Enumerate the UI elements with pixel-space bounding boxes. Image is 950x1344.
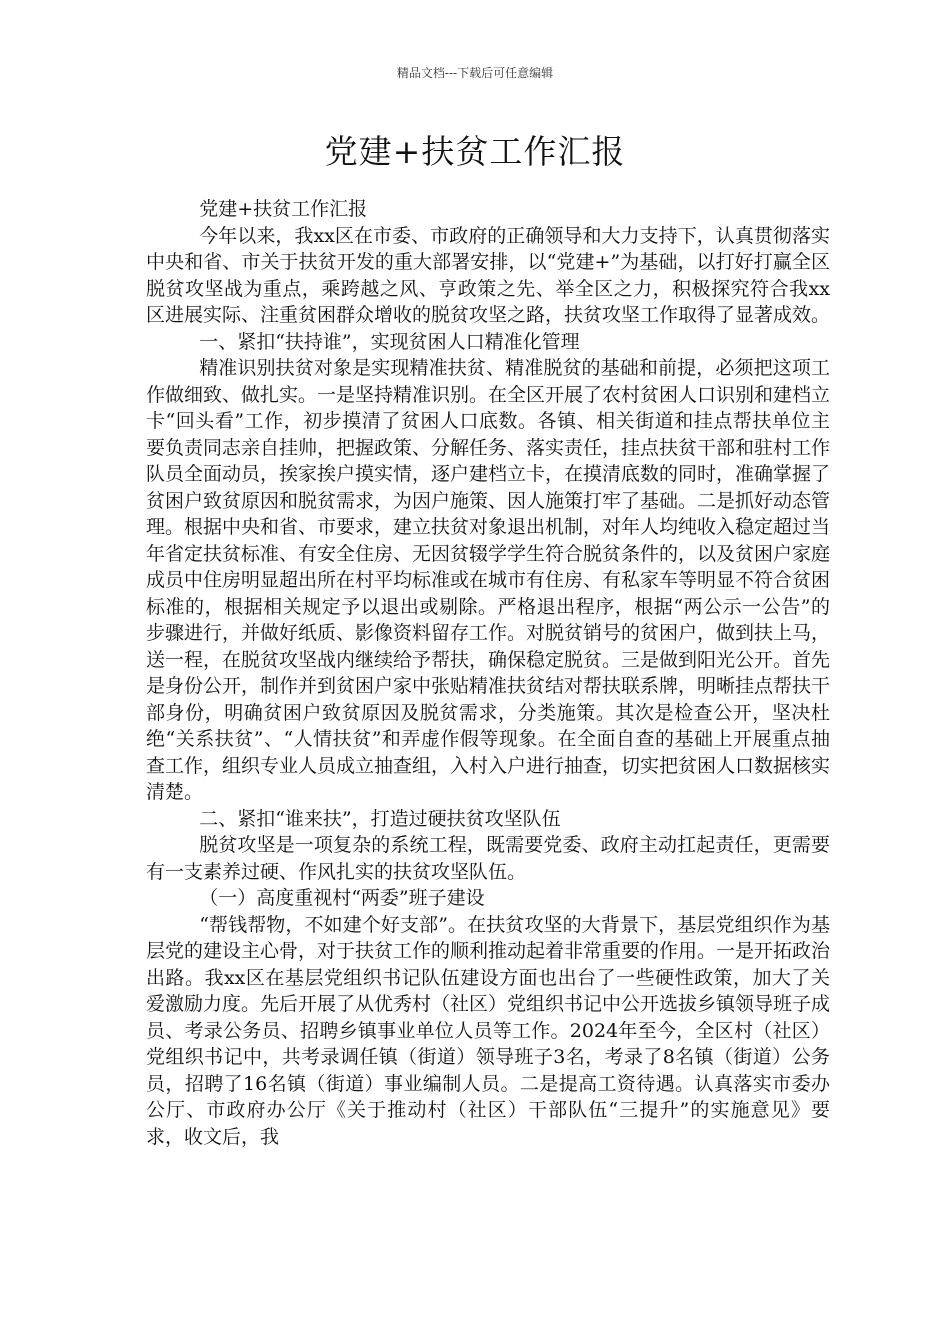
section-2-paragraph: 脱贫攻坚是一项复杂的系统工程，既需要党委、政府主动扛起责任，更需要有一支素养过硬、作风扎实的扶贫攻坚队伍。 [146, 834, 830, 883]
document-body [146, 196, 830, 1150]
subtitle-paragraph: 党建+扶贫工作汇报 [199, 198, 368, 220]
section-heading-1: 一、紧扣“扶持谁”，实现贫困人口精准化管理 [199, 330, 580, 353]
subsection-heading-1: （一）高度重视村“两委”班子建设 [199, 887, 485, 909]
section-heading-2: 二、紧扣“谁来扶”，打造过硬扶贫攻坚队伍 [199, 807, 561, 830]
intro-paragraph: 今年以来，我xx区在市委、市政府的正确领导和大力支持下，认真贯彻落实中央和省、市关于扶贫开发的重大部署安排，以“党建+”为基础，以打好打赢全区脱贫攻坚战为重点，乘跨越之风、亨政策之先、举全区之力，积极探究符合我xx区进展实际、注重贫困群众增收的脱贫攻坚之路，扶贫攻坚工作取得了显著成效。 [146, 224, 831, 326]
header-note: 精品文档---下载后可任意编辑 [396, 66, 554, 80]
document-title: 党建+扶贫工作汇报 [324, 132, 626, 171]
section-1-paragraph: 精准识别扶贫对象是实现精准扶贫、精准脱贫的基础和前提，必须把这项工作做细致、做扎实。一是坚持精准识别。在全区开展了农村贫困人口识别和建档立卡“回头看”工作，初步摸清了贫困人口底数。各镇、相关街道和挂点帮扶单位主要负责同志亲自挂帅，把握政策、分解任务、落实责任，挂点扶贫干部和驻村工作队员全面动员，挨家挨户摸实情，逐户建档立卡，在摸清底数的同时，准确掌握了贫困户致贫原因和脱贫需求，为因户施策、因人施策打牢了基础。二是抓好动态管理。根据中央和省、市要求，建立扶贫对象退出机制，对年人均纯收入稳定超过当年省定扶贫标准、有安全住房、无因贫辍学学生符合脱贫条件的，以及贫困户家庭成员中住房明显超出所在村平均标准或在城市有住房、有私家车等明显不符合贫困标准的，根据相关规定予以退出或剔除。严格退出程序，根据“两公示一公告”的步骤进行，并做好纸质、影像资料留存工作。对脱贫销号的贫困户，做到扶上马，送一程，在脱贫攻坚战内继续给予帮扶，确保稳定脱贫。三是做到阳光公开。首先是身份公开，制作并到贫困户家中张贴精准扶贫结对帮扶联系牌，明晰挂点帮扶干部身份，明确贫困户致贫原因及脱贫需求，分类施策。其次是检查公开，坚决杜绝“关系扶贫”、“人情扶贫”和弄虚作假等现象。在全面自查的基础上开展重点抽查工作，组织专业人员成立抽查组，入村入户进行抽查，切实把贫困人口数据核实清楚。 [146, 357, 831, 803]
subsection-1-paragraph: “帮钱帮物，不如建个好支部”。在扶贫攻坚的大背景下，基层党组织作为基层党的建设主心骨，对于扶贫工作的顺利推动起着非常重要的作用。一是开拓政治出路。我xx区在基层党组织书记队伍建设方面也出台了一些硬性政策，加大了关爱激励力度。先后开展了从优秀村（社区）党组织书记中公开选拔乡镇领导班子成员、考录公务员、招聘乡镇事业单位人员等工作。2024年至今，全区村（社区）党组织书记中，共考录调任镇（街道）领导班子3名，考录了8名镇（街道）公务员，招聘了16名镇（街道）事业编制人员。二是提高工资待遇。认真落实市委办公厅、市政府办公厅《关于推动村（社区）干部队伍“三提升”的实施意见》要求，收文后，我 [146, 913, 831, 1148]
